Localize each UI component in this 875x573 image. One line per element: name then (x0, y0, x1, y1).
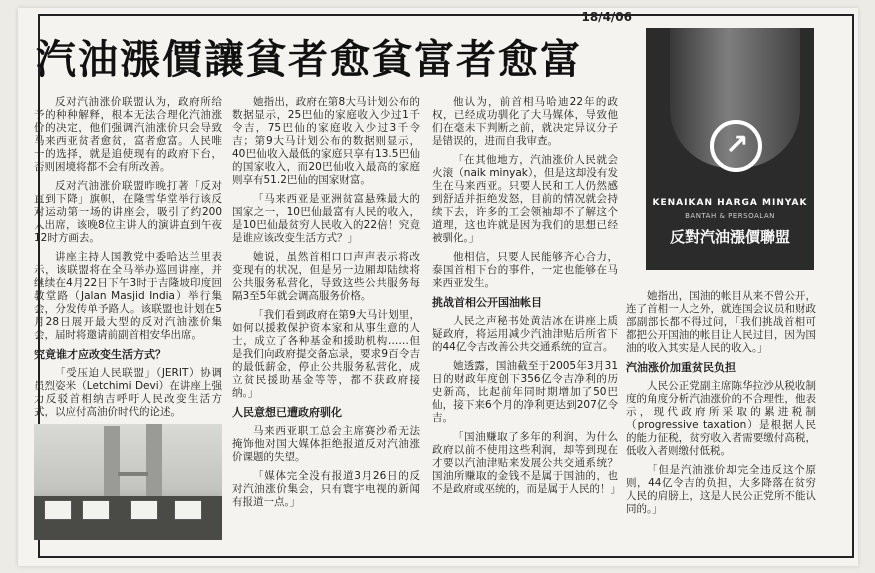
subheading: 挑战首相公开国油帐目 (432, 296, 542, 309)
protest-sign (82, 500, 110, 520)
article-column-3 (432, 96, 621, 502)
paragraph: 她指出，政府在第8大马计划公布的数据显示，25巴仙的家庭收入少过1千令吉，75巴仙的家庭收入少过3千令吉；第9大马计划公布的数据则显示，40巴仙收入最低的家庭只享有13.5巴仙的国家收入，而20巴仙收入最高的家庭则享有51.2巴仙的国家财富。 (232, 96, 420, 186)
poster-chinese-title: 反對汽油漲價聯盟 (669, 228, 790, 246)
protest-sign (174, 500, 202, 520)
paragraph: 反对汽油涨价联盟认为，政府所给予的种种解释，根本无法合理化汽油涨价的决定，他们强调汽油涨价只会导致马来西亚贫者愈贫，富者愈富。人民唯一的选择，就是追使现有的政府下台，否则困境将都不会有所改善。 (34, 96, 222, 173)
article-headline: 汽油漲價讓貧者愈貧富者愈富 (36, 36, 582, 83)
campaign-poster (646, 28, 814, 270)
article-column-4 (626, 290, 816, 522)
protest-sign (44, 500, 72, 520)
paragraph: 讲座主持人国教党中委哈达兰里表示，该联盟将在全马举办巡回讲座，并继续在4月22日下午3时于吉隆坡印度回教堂路（Jalan Masjid India）举行集会，分发传单予路人。该联盟也计划在5月28日展开最大型的反对汽油涨价集会，届时将邀请前副首相安华出席。 (34, 251, 222, 341)
paragraph: 马来西亚职工总会主席赛沙希无法掩饰他对国大媒体拒绝报道反对汽油涨价课题的失望。 (232, 425, 420, 463)
paragraph: 她说，虽然首相口口声声表示将改变现有的状况，但是另一边厢却陆续将公共服务私营化，导致这些公共服务每隔3至5年就会调高服务价格。 (232, 251, 420, 302)
paragraph: 人民公正党副主席陈华拉沙从税收制度的角度分析汽油涨价的不合理性，他表示，现代政府所采取的累进税制（progressive taxation）是根据人民的能力征税，贫穷收入者需要缴付高税，低收入者则缴付低税。 (626, 380, 816, 457)
protest-sign (130, 500, 158, 520)
up-arrow-icon: ↗ (725, 128, 749, 161)
article-date: 18/4/06 (581, 10, 632, 24)
paragraph: 他认为，前首相马哈迪22年的政权，已经成功驯化了大马媒体，导致他们在毫未下判断之前，就决定异议分子是错误的，进而自我审查。 (432, 96, 618, 147)
article-column-2 (232, 96, 420, 515)
paragraph: 「在其他地方，汽油涨价人民就会火滚（naik minyak），但是这却没有发生在马来西亚。只要人民和工人仍然感到舒适并拒绝发怒，目前的情况就会持续下去，许多的工会领袖却不了解这个道理，这也许就是因为我们的思想已经被驯化。」 (432, 154, 618, 244)
paragraph: 「我们看到政府在第9大马计划里，如何以援救保护资本家和从事生意的人士，成立了各种基金和援助机构……但是我们向政府提交备忘录，要求9百令吉的最低薪金，停止公共服务私营化，成立贫民援助基金等等，都不获政府接纳。」 (232, 309, 420, 399)
paragraph: 「但是汽油涨价却完全违反这个原则，44亿令吉的负担，大多降落在贫穷人民的肩膀上，这是人民公正党所不能认同的。」 (626, 464, 816, 515)
skybridge (118, 472, 148, 476)
paragraph: 她指出，国油的帐目从来不曾公开，连了首相一人之外，就连国会议员和财政部副部长都不得过问，「我们挑战首相可都把公开国油的帐目让人民过目，因为国油的收入其实是人民的收入。」 (626, 290, 816, 354)
paragraph: 她透露，国油截至于2005年3月31日的财政年度创下356亿令吉净利的历史新高，比起前年同时期增加了50巴仙，接下来6个月的净利更达到207亿令吉。 (432, 360, 618, 424)
paragraph: 反对汽油涨价联盟昨晚打著「反对直到下降」旗帜，在隆雪华堂举行该反对运动第一场的讲座会，吸引了约200人出席，该晚8位主讲人的演讲直到午夜12时方画去。 (34, 180, 222, 244)
paragraph: 「马来西亚是亚洲贫富悬殊最大的国家之一，10巴仙最富有人民的收入，是10巴仙最贫穷人民收入的22倍！究竟是谁应该改变生活方式？」 (232, 193, 420, 244)
paragraph: 「受压迫人民联盟」（JERIT）协调员烈姿米（Letchimi Devi）在讲座上强力反驳首相纳吉呼吁人民改变生活方式，以应付高油价时代的论述。 (34, 367, 222, 418)
protest-photo (34, 424, 222, 540)
paragraph: 「媒体完全没有报道3月26日的反对汽油涨价集会，只有寰宇电视的新闻有报道一点。」 (232, 470, 420, 508)
article-column-1 (34, 96, 222, 425)
poster-english-title: KENAIKAN HARGA MINYAK (652, 198, 808, 208)
paragraph: 「国油赚取了多年的利润，为什么政府以前不使用这些利润，却等到现在才要以汽油津贴来发展公共交通系统？国油所赚取的金钱不是属于国油的，也不是政府或巫统的，而是属于人民的！」 (432, 431, 621, 495)
poster-subtitle: BANTAH & PERSOALAN (685, 212, 775, 220)
subheading: 究竟谁才应改变生活方式？ (34, 348, 166, 361)
newspaper-page (18, 8, 858, 566)
subheading: 人民意想已遭政府驯化 (232, 406, 342, 419)
subheading: 汽油涨价加重贫民负担 (626, 361, 736, 374)
paragraph: 人民之声秘书处黄洁冰在讲座上质疑政府，将运用减少汽油津贴后所省下的44亿令吉改善公共交通系统的宣言。 (432, 315, 618, 353)
paragraph: 他相信，只要人民能够齐心合力，泰国首相下台的事件，一定也能够在马来西亚发生。 (432, 251, 618, 289)
